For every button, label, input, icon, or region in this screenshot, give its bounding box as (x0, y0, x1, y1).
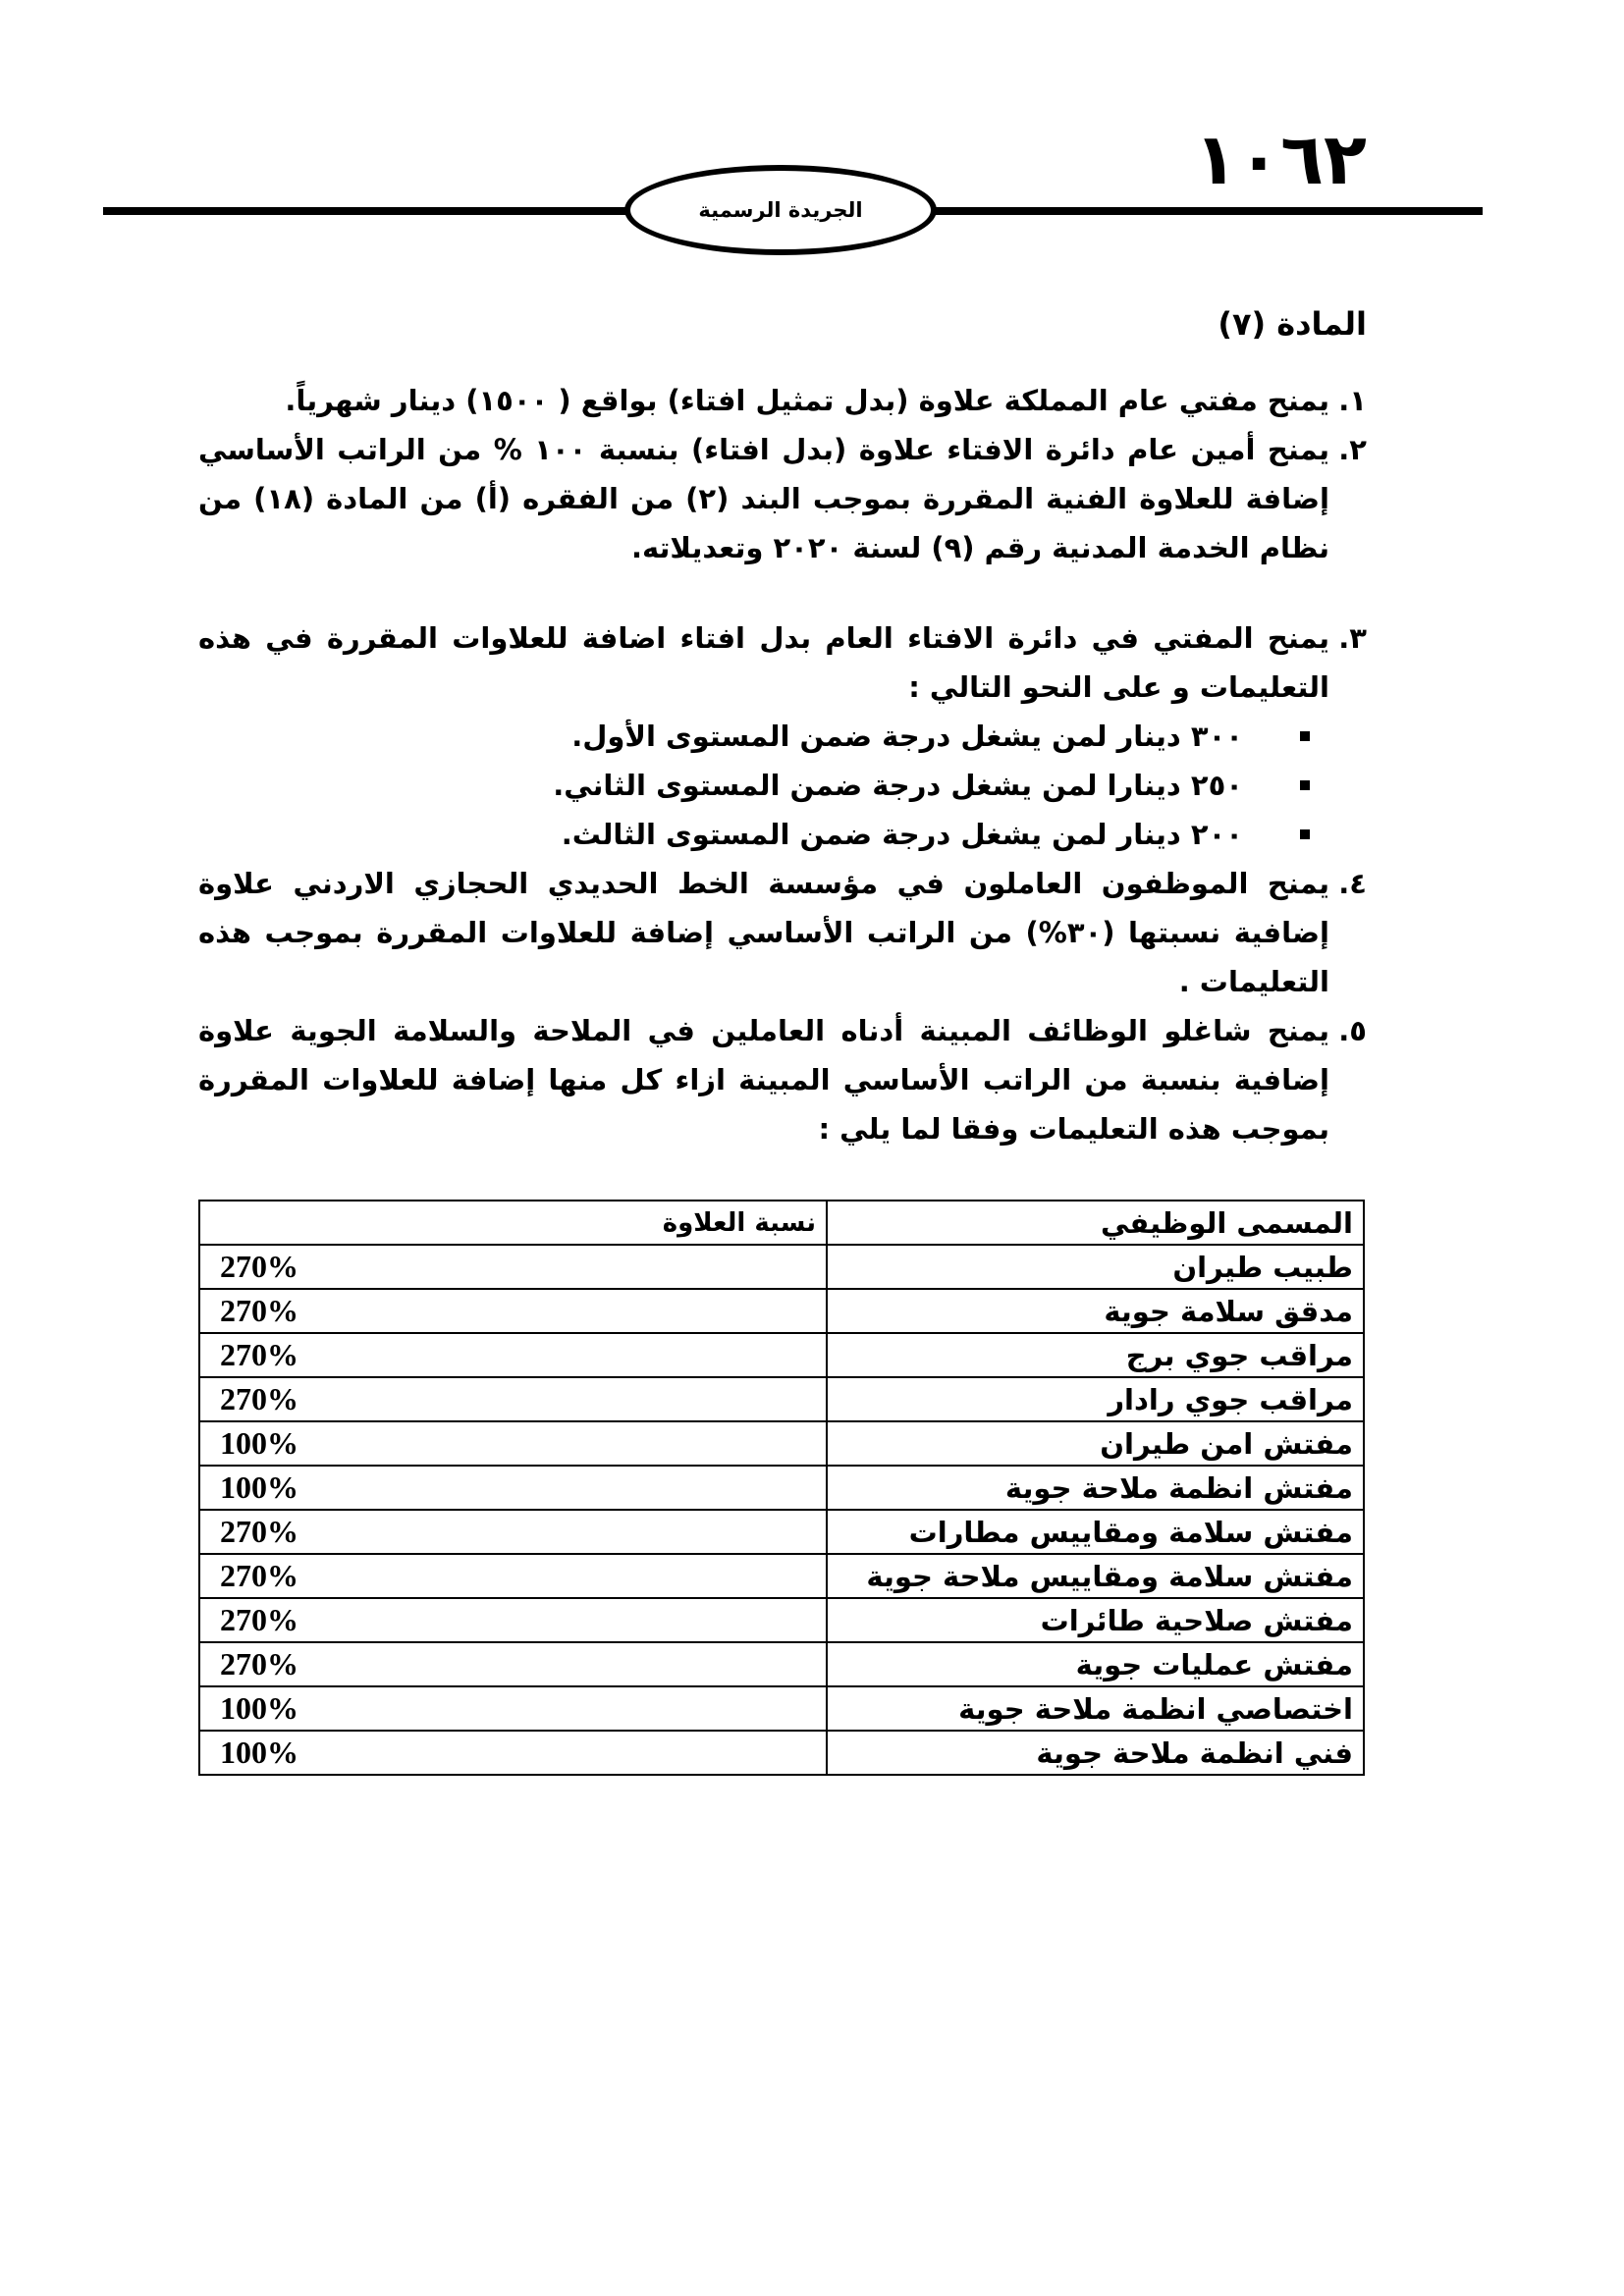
item-number: ٢. (1338, 433, 1367, 466)
job-title-cell: مفتش عمليات جوية (827, 1642, 1364, 1686)
gazette-label: الجريدة الرسمية (698, 198, 863, 222)
item-number: ٥. (1338, 1014, 1367, 1047)
table-header-row (199, 1201, 1364, 1245)
item-number: ٣. (1338, 621, 1367, 655)
item-text: يمنح شاغلو الوظائف المبينة أدناه العاملين في الملاحة والسلامة الجوية علاوة إضافية بنسبة من الراتب الأساسي المبينة ازاء كل منها إضافة للعلاوات المقررة بموجب هذه التعليمات وفقا لما يلي : (198, 1014, 1329, 1146)
job-title-cell: مدقق سلامة جوية (827, 1289, 1364, 1333)
table-row (199, 1554, 1364, 1598)
item-number: ٤. (1338, 867, 1367, 900)
allowance-table (198, 1200, 1365, 1776)
allowance-pct-cell: 270% (199, 1642, 827, 1686)
article-body (198, 299, 1367, 1153)
job-title-cell: مفتش انظمة ملاحة جوية (827, 1466, 1364, 1510)
table-row (199, 1466, 1364, 1510)
allowance-pct-cell: 100% (199, 1466, 827, 1510)
item-text: يمنح أمين عام دائرة الافتاء علاوة (بدل افتاء) بنسبة ١٠٠ % من الراتب الأساسي إضافة للعلاوة الفنية المقررة بموجب البند (٢) من الفقره (أ) من المادة (١٨) من نظام الخدمة المدنية رقم (٩) لسنة ٢٠٢٠ وتعديلاته. (198, 433, 1329, 564)
job-title-cell: مفتش امن طيران (827, 1421, 1364, 1466)
job-title-cell: فني انظمة ملاحة جوية (827, 1731, 1364, 1775)
allowance-pct-cell: 100% (199, 1731, 827, 1775)
allowance-pct-cell: 270% (199, 1377, 827, 1421)
table-row (199, 1642, 1364, 1686)
article-item-2 (198, 425, 1367, 572)
article-item-3 (198, 614, 1367, 712)
job-title-cell: طبيب طيران (827, 1245, 1364, 1289)
job-title-cell: مراقب جوي برج (827, 1333, 1364, 1377)
table-row (199, 1421, 1364, 1466)
article-item-5 (198, 1006, 1367, 1153)
allowance-pct-cell: 270% (199, 1598, 827, 1642)
table-row (199, 1598, 1364, 1642)
item-text: يمنح المفتي في دائرة الافتاء العام بدل افتاء اضافة للعلاوات المقررة في هذه التعليمات و على النحو التالي : (198, 621, 1329, 704)
item-number: ١. (1338, 384, 1367, 417)
table-row (199, 1289, 1364, 1333)
table-row (199, 1333, 1364, 1377)
bullet-item: ٣٠٠ دينار لمن يشغل درجة ضمن المستوى الأول. (198, 712, 1329, 761)
job-title-cell: مفتش صلاحية طائرات (827, 1598, 1364, 1642)
allowance-pct-cell: 270% (199, 1245, 827, 1289)
bullet-list (198, 712, 1367, 859)
table-row (199, 1510, 1364, 1554)
allowance-pct-cell: 270% (199, 1289, 827, 1333)
gazette-label-oval (624, 165, 937, 255)
article-item-1 (198, 376, 1367, 425)
job-title-cell: مفتش سلامة ومقاييس مطارات (827, 1510, 1364, 1554)
square-bullet-icon (1300, 731, 1310, 741)
square-bullet-icon (1300, 829, 1310, 839)
article-item-4 (198, 859, 1367, 1006)
table-row (199, 1377, 1364, 1421)
job-title-cell: اختصاصي انظمة ملاحة جوية (827, 1686, 1364, 1731)
square-bullet-icon (1300, 780, 1310, 790)
allowance-pct-cell: 100% (199, 1686, 827, 1731)
table-row (199, 1731, 1364, 1775)
table-row (199, 1245, 1364, 1289)
page-number: ١٠٦٢ (1194, 118, 1367, 200)
item-text: يمنح الموظفون العاملون في مؤسسة الخط الحديدي الحجازي الاردني علاوة إضافية نسبتها (٣٠%) من الراتب الأساسي إضافة للعلاوات المقررة بموجب هذه التعليمات . (198, 867, 1329, 998)
table-row (199, 1686, 1364, 1731)
header-job-title: المسمى الوظيفي (827, 1201, 1364, 1245)
bullet-item: ٢٠٠ دينار لمن يشغل درجة ضمن المستوى الثالث. (198, 810, 1329, 859)
header-allowance-pct: نسبة العلاوة (199, 1201, 827, 1245)
job-title-cell: مفتش سلامة ومقاييس ملاحة جوية (827, 1554, 1364, 1598)
article-title: المادة (٧) (1218, 305, 1367, 343)
allowance-pct-cell: 270% (199, 1510, 827, 1554)
allowance-pct-cell: 270% (199, 1333, 827, 1377)
bullet-item: ٢٥٠ دينارا لمن يشغل درجة ضمن المستوى الثاني. (198, 761, 1329, 810)
item-text: يمنح مفتي عام المملكة علاوة (بدل تمثيل افتاء) بواقع ( ١٥٠٠) دينار شهرياً. (285, 384, 1329, 417)
allowance-pct-cell: 100% (199, 1421, 827, 1466)
allowance-pct-cell: 270% (199, 1554, 827, 1598)
job-title-cell: مراقب جوي رادار (827, 1377, 1364, 1421)
